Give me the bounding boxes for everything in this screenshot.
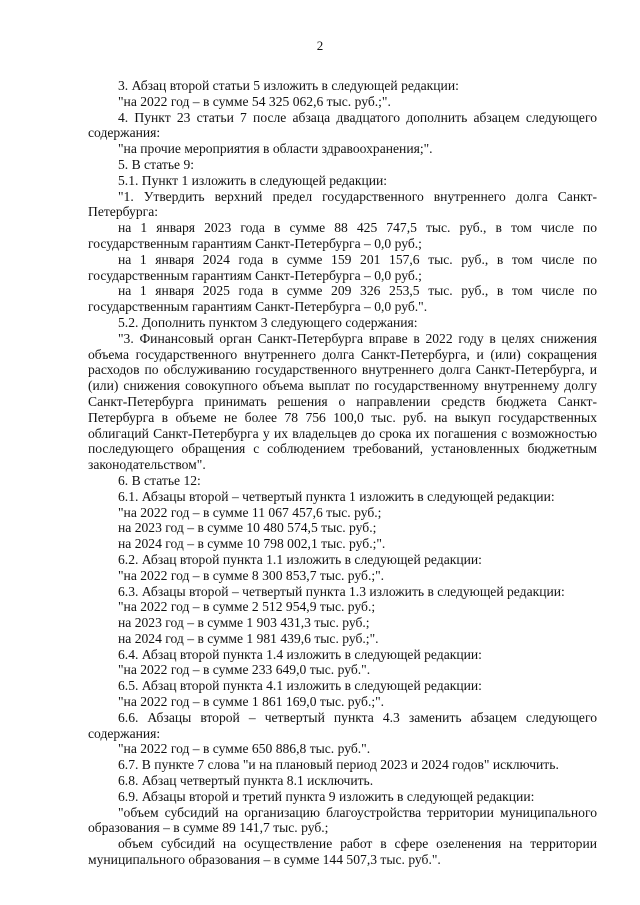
paragraph: "на прочие мероприятия в области здравоохранения;". [118,141,433,157]
paragraph: 3. Абзац второй статьи 5 изложить в следующей редакции: [118,78,459,93]
paragraph: 6.8. Абзац четвертый пункта 8.1 исключить. [118,773,374,789]
paragraph: 4. Пункт 23 статьи 7 после абзаца двадцатого дополнить абзацем следующего содержания: [88,109,597,141]
paragraph: 6.1. Абзацы второй – четвертый пункта 1 изложить в следующей редакции: [118,488,555,504]
paragraph: 5.1. Пункт 1 изложить в следующей редакции: [118,172,388,188]
paragraph: 6. В статье 12: [118,472,201,488]
paragraph: на 1 января 2024 года в сумме 159 201 157,6 тыс. руб., в том числе по государственным гарантиям Санкт-Петербурга – 0,0 руб.; [88,251,597,283]
paragraph: на 2024 год – в сумме 10 798 002,1 тыс. руб.;". [118,536,386,552]
paragraph: 6.3. Абзацы второй – четвертый пункта 1.3 изложить в следующей редакции: [118,583,565,599]
paragraph: "1. Утвердить верхний предел государственного внутреннего долга Санкт-Петербурга: [88,188,597,220]
paragraph: на 1 января 2023 года в сумме 88 425 747,5 тыс. руб., в том числе по государственным гарантиям Санкт-Петербурга – 0,0 руб.; [88,220,597,251]
paragraph: "3. Финансовый орган Санкт-Петербурга вправе в 2022 году в целях снижения объема государственного внутреннего долга Санкт-Петербурга, и (или) сокращения расходов по обслуживанию государственного внутреннего долга Санкт-Петербурга, и (или) снижения совокупного объема выплат по государственному внутреннему долгу Санкт-Петербурга принимать решения о направлении средств бюджета Санкт-Петербурга в объеме не более 78 756 100,0 тыс. руб. на выкуп государственных облигаций Санкт-Петербурга у их владельцев до срока их погашения с возможностью последующего обращения с соблюдением требований, установленных бюджетным законодательством". [88,330,597,473]
paragraph: "на 2022 год – в сумме 2 512 954,9 тыс. руб.; [118,599,376,615]
paragraph: 6.6. Абзацы второй – четвертый пункта 4.3 заменить абзацем следующего содержания: [88,709,597,741]
paragraph: на 2023 год – в сумме 1 903 431,3 тыс. руб.; [118,615,370,631]
paragraph: "на 2022 год – в сумме 11 067 457,6 тыс. руб.; [118,504,382,520]
paragraph: 6.9. Абзацы второй и третий пункта 9 изложить в следующей редакции: [118,788,535,804]
paragraph: 5.2. Дополнить пунктом 3 следующего содержания: [118,314,418,330]
paragraph: "на 2022 год – в сумме 8 300 853,7 тыс. руб.;". [118,567,385,583]
paragraph: 6.7. В пункте 7 слова "и на плановый период 2023 и 2024 годов" исключить. [118,757,559,773]
page-number: 2 [316,38,324,53]
paragraph: "объем субсидий на организацию благоустройства территории муниципального образования – в сумме 89 141,7 тыс. руб.; [88,804,597,836]
paragraph: на 2024 год – в сумме 1 981 439,6 тыс. руб.;". [118,630,379,646]
paragraph: "на 2022 год – в сумме 54 325 062,6 тыс. руб.;". [118,93,391,109]
paragraph: "на 2022 год – в сумме 233 649,0 тыс. руб.". [118,662,371,678]
paragraph: 6.5. Абзац второй пункта 4.1 изложить в следующей редакции: [118,678,482,694]
paragraph: 6.4. Абзац второй пункта 1.4 изложить в следующей редакции: [118,646,482,662]
paragraph: на 2023 год – в сумме 10 480 574,5 тыс. руб.; [118,520,377,536]
paragraph: 5. В статье 9: [118,156,195,172]
paragraph: 6.2. Абзац второй пункта 1.1 изложить в следующей редакции: [118,551,482,567]
document-body [88,78,597,868]
paragraph: объем субсидий на осуществление работ в сфере озеленения на территории муниципального образования – в сумме 144 507,3 тыс. руб.". [88,836,597,868]
paragraph: на 1 января 2025 года в сумме 209 326 253,5 тыс. руб., в том числе по государственным гарантиям Санкт-Петербурга – 0,0 руб.". [88,283,597,315]
paragraph: "на 2022 год – в сумме 650 886,8 тыс. руб.". [118,741,371,757]
paragraph: "на 2022 год – в сумме 1 861 169,0 тыс. руб.;". [118,694,385,710]
